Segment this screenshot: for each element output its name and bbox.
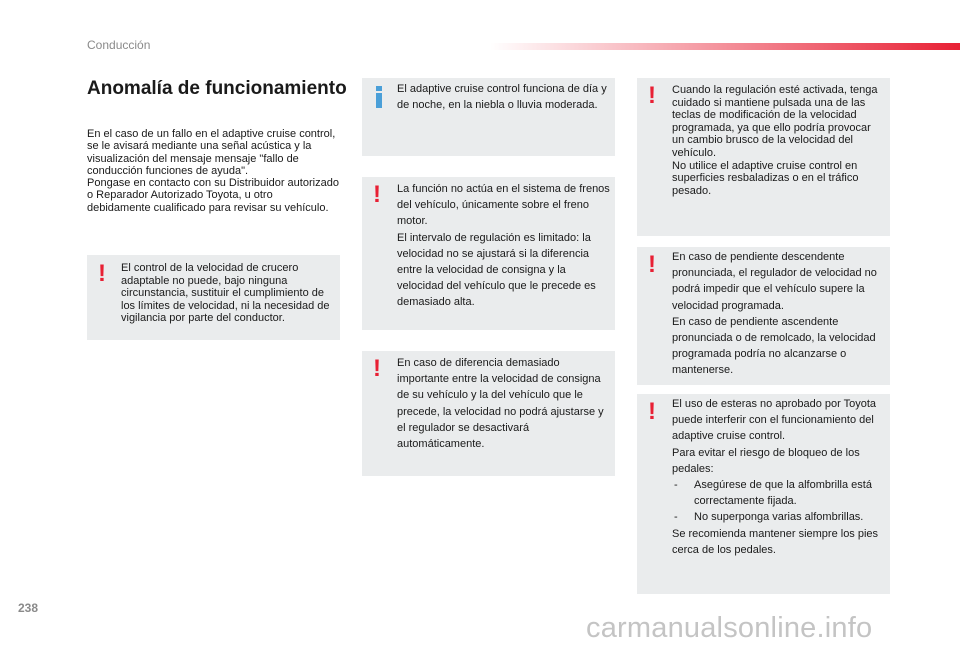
list-dash: - [674,479,678,492]
warning-box-speed-difference [362,351,615,476]
warning-icon: ! [373,181,381,208]
warning-paragraph: No utilice el adaptive cruise control en superficies resbaladizas o en el tráfico pesado. [672,159,859,197]
list-item-text: No superponga varias alfombrillas. [694,511,864,524]
list-item-text: Asegúrese de que la alfombrilla está correctamente fijada. [694,479,872,508]
info-icon [373,86,385,108]
warning-paragraph: Se recomienda mantener siempre los pies cerca de los pedales. [672,527,879,556]
warning-box-speed-keys [637,78,890,236]
warning-text: El control de la velocidad de crucero adaptable no puede, bajo ninguna circunstancia, sustituir el cumplimiento de los límites de velocidad, ni la necesidad de vigilancia por parte del conductor. [121,262,330,325]
warning-box-engine-brake [362,177,615,330]
header-accent-bar [490,43,960,50]
list-item [672,477,886,509]
watermark: carmanualsonline.info [586,612,873,644]
warning-text [672,249,886,379]
warning-icon: ! [373,355,381,382]
warning-box-slopes [637,247,890,385]
warning-paragraph: La función no actúa en el sistema de frenos del vehículo, únicamente sobre el freno motor. [397,183,610,228]
page-title: Anomalía de funcionamiento [87,78,347,99]
list-item [672,509,886,525]
intro-paragraph: En el caso de un fallo en el adaptive cruise control, se le avisará mediante una señal acústica y la visualización del mensaje mensaje "fallo de conducción funciones de ayuda". Pongase en contacto con su Distribuidor autorizado o Reparador Autorizado Toyota, u otro debidamente cualificado para revisar su vehículo. [87,128,339,214]
warning-paragraph: En caso de pendiente descendente pronunciada, el regulador de velocidad no podrá impedir que el vehículo supere la velocidad programada. [672,251,877,312]
page-number: 238 [18,601,39,615]
info-text: El adaptive cruise control funciona de día y de noche, en la niebla o lluvia moderada. [397,83,607,112]
warning-paragraph: El intervalo de regulación es limitado: la velocidad no se ajustará si la diferencia entre la velocidad de consigna y la velocidad del vehículo que le precede es demasiado alta. [397,231,596,309]
warning-icon: ! [648,251,656,278]
warning-box-speed-limits [87,255,340,340]
warning-paragraph: Para evitar el riesgo de bloqueo de los pedales: [672,446,860,475]
info-box-conditions [362,78,615,156]
warning-icon: ! [648,82,656,109]
warning-box-floor-mats [637,394,890,594]
warning-text: En caso de diferencia demasiado importante entre la velocidad de consigna de su vehículo y la del vehículo que le precede, la velocidad no podrá ajustarse y el regulador se desactivará automáticamente. [397,357,604,451]
list-dash: - [674,511,678,524]
warning-text [397,181,610,311]
warning-icon: ! [98,260,106,287]
warning-paragraph: Cuando la regulación esté activada, tenga cuidado si mantiene pulsada una de las teclas de modificación de la velocidad programada, ya que ello podría provocar un cambio brusco de la velocidad del vehículo. [672,84,878,159]
warning-paragraph: En caso de pendiente ascendente pronunciada o de remolcado, la velocidad programada podría no alcanzarse o mantenerse. [672,315,876,377]
warning-text [672,84,886,197]
warning-text [672,396,886,558]
warning-paragraph: El uso de esteras no aprobado por Toyota puede interferir con el funcionamiento del adaptive cruise control. [672,398,877,443]
warning-icon: ! [648,398,656,425]
section-title: Conducción [87,38,151,52]
